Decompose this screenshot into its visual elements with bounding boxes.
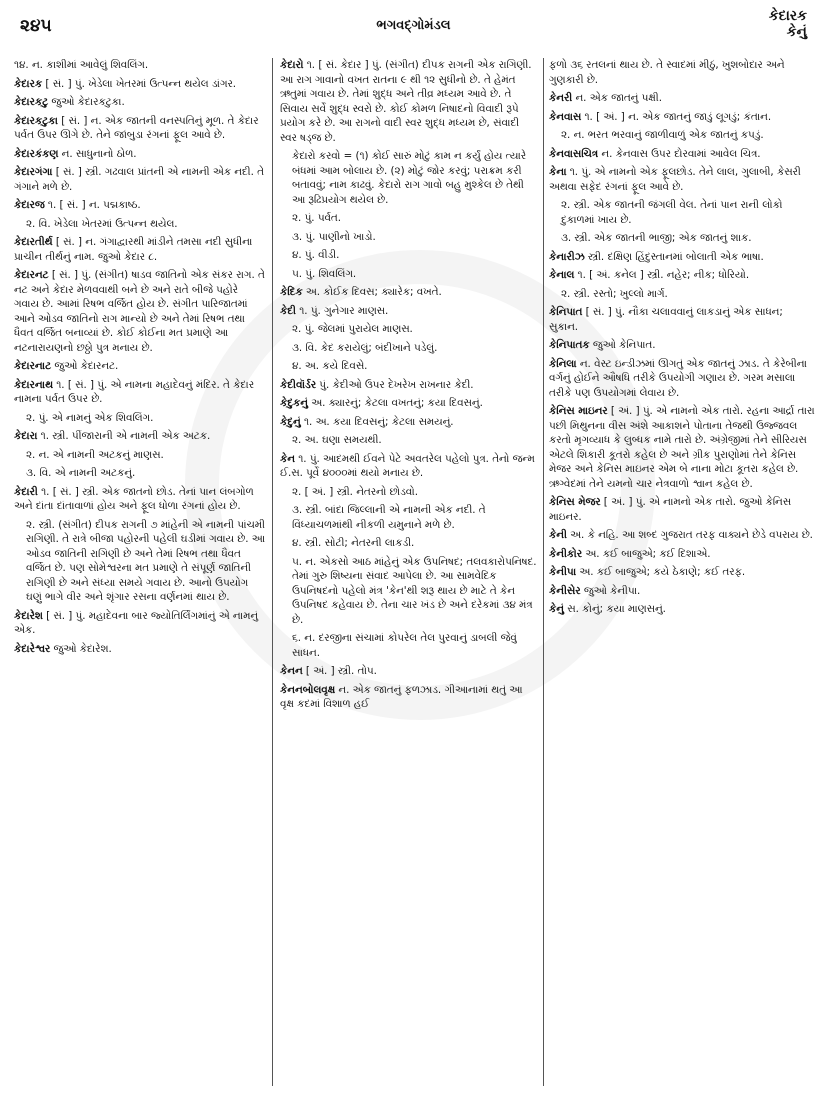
dictionary-column-2 [280, 58, 537, 1086]
entry-definition: ન. વેસ્ટ ઇન્ડીઝમાં ઊગતું એક જાતનું ઝાડ. તે કેરેબીના વર્ગનું હોઈને ઔષધિ તરીકે ઉપયોગી ગણાય છે. ગરમ મસાલા તરીકે પણ ઉપયોગમાં લેવાય છે. [549, 357, 807, 399]
entry-headword: કેદારકટુકા [14, 114, 58, 127]
dictionary-entry [280, 58, 537, 145]
dictionary-entry [549, 165, 815, 194]
dictionary-entry [14, 235, 266, 264]
entry-definition: અ. ક્યારનું; કેટલા વખતનું; કયા દિવસનું. [307, 397, 483, 409]
entry-definition: ૧. પું. ગુનેગાર માણસ. [295, 304, 389, 317]
entry-sense: ૫. ન. એકસો આઠ માંહેનું એક ઉપનિષદ; તલવકારોપનિષદ. તેમાં ગુરુ શિષ્યના સંવાદ આપેલા છે. આ સામવેદિક ઉપનિષદનો પહેલો મંત્ર 'કેન'થી શરૂ થાય છે માટે તે કેન ઉપનિષદ કહેવાય છે. તેના ચાર ખંડ છે અને દરેકમાં ૩૪ મંત્ર છે. [292, 555, 537, 626]
entry-sense: ૩. સ્ત્રી. એક જાતની ભાજી; એક જાતનું શાક. [561, 232, 752, 244]
dictionary-entry [549, 584, 815, 599]
book-title: ભગવદ્ગોમંડલ [376, 18, 451, 33]
page-header [20, 8, 807, 42]
entry-sense: ૩. વિ. કેદ કરાયેલું; બંદીખાને પડેલું. [292, 341, 438, 354]
dictionary-entry [549, 110, 815, 125]
entry-sense: ૨. સ્ત્રી. રસ્તો; ખુલ્લો માર્ગ. [561, 287, 668, 300]
entry-headword: કેદારનટ [14, 269, 49, 281]
entry-continuation: ફળો ૩૬ રતલનાં થાય છે. તે સ્વાદમાં મીઠું, ખુશબોદાર અને ગુણકારી છે. [549, 59, 785, 86]
entry-definition: જુઓ કેદારેશ. [50, 642, 112, 655]
column-divider [272, 58, 273, 1086]
entry-sense: ૨. ન. એ નામની અટકનું માણસ. [26, 448, 164, 461]
entry-definition: જુઓ કેદારનટ. [51, 360, 119, 372]
entry-headword: કેનું [549, 603, 564, 615]
page-number: ૨૪૫ [20, 16, 52, 36]
entry-headword: કેદારી [14, 485, 38, 498]
entry-headword: કેનરી [549, 92, 573, 104]
entry-headword: કેદારજ [14, 199, 45, 211]
entry-headword: કેદુનું [280, 415, 301, 428]
entry-definition: ન. કેનવાસ ઉપર દોરવામાં આવેલ ચિત્ર. [598, 147, 761, 160]
entry-definition: ૧. [ સં. કેદાર ] પું. (સંગીત) દીપક રાગની એક રાગિણી. આ રાગ ગાવાનો વખત રાતના ૯ થી ૧૨ સુધીનો છે. તે હેમંત ઋતુમાં ગવાય છે. તેમાં શુદ્ધ અને તીવ્ર મધ્યમ આવે છે. તે સિવાય સર્વે શુદ્ધ સ્વરો છે. કોઈ કોમળ નિષાદનો વિવાદી રૂપે પ્રયોગ કરે છે. આ રાગનો વાદી સ્વર શુદ્ધ મધ્યમ છે, સંવાદી સ્વર ષડ્જ છે. [280, 59, 532, 144]
dictionary-entry [549, 528, 815, 543]
entry-definition: અ. કઈ બાજુએ; કયે ઠેકાણે; કઈ તરફ. [576, 566, 746, 578]
entry-sense: ૬. ન. દરજીના સંચામાં કોપરેલ તેલ પુરવાનું ડાબલી જેવું સાધન. [292, 632, 517, 659]
entry-definition: ૧. [ સં. ] ન. પદ્મકાષ્ઠ. [44, 199, 141, 211]
dictionary-entry [549, 147, 815, 162]
entry-headword: કેનીસેર [549, 584, 581, 597]
dictionary-entry [549, 547, 815, 562]
dictionary-entry [549, 250, 815, 265]
entry-sense: ૪. સ્ત્રી. સોટી; નેતરની લાકડી. [292, 537, 415, 549]
dictionary-entry [280, 396, 537, 411]
dictionary-entry [14, 147, 266, 162]
entry-headword: કેનિસ મેજર [549, 496, 601, 508]
entry-definition: સ્ત્રી. દક્ષિણ હિંદુસ્તાનમાં બોલાતી એક ભાષા. [584, 250, 764, 263]
dictionary-entry [280, 452, 537, 481]
dictionary-entry [14, 429, 266, 444]
dictionary-entry [280, 285, 537, 300]
dictionary-entry [280, 664, 537, 679]
entry-headword: કેનિલા [549, 357, 577, 370]
dictionary-entry [14, 485, 266, 514]
entry-headword: કેદારનાથ [14, 378, 53, 391]
entry-definition: ૧. સ્ત્રી. પીંજારાની એ નામની એક અટક. [37, 430, 211, 442]
dictionary-entry [549, 495, 815, 524]
entry-sense: કેદારો કરવો = (૧) કોઈ સારું મોટું કામ ન કર્યું હોય ત્યારે બંધમાં આમ બોલાય છે. (૨) મોટું જોર કરવું; પરાક્રમ કરી બતાવવું; નામ કાઢવું. કેદારો રાગ ગાવો બહુ મુશ્કેલ છે તેથી આ રૂઢિપ્રયોગ થયેલ છે. [292, 150, 527, 206]
entry-definition: સ. કોનું; કયા માણસનું. [563, 603, 666, 615]
entry-headword: કેદારનાટ [14, 360, 52, 372]
dictionary-entry [14, 609, 266, 638]
dictionary-entry [14, 165, 266, 194]
entry-definition: [ સં. ] પું. ખેડેલા ખેતરમાં ઉત્પન્ન થયેલ ડાંગર. [42, 77, 237, 90]
entry-headword: કેદારેશ્વર [14, 642, 51, 655]
entry-headword: કેદુકનું [280, 397, 308, 409]
entry-sense: ૪. અ. કયે દિવસે. [292, 360, 368, 372]
entry-definition: ન. સાધુનાનો ઠોળ. [58, 147, 137, 160]
entry-continuation: ૧૪. ન. કાશીમાં આવેલું શિવલિંગ. [14, 59, 149, 71]
entry-definition: પું. કેદીઓ ઉપર દેખરેખ રાખનાર કેદી. [316, 378, 474, 391]
entry-headword: કેદારક [14, 77, 43, 90]
entry-headword: કેદારગંગા [14, 166, 53, 178]
entry-definition: જુઓ કેનિપાત. [589, 339, 656, 351]
entry-headword: કેનીપા [549, 566, 577, 578]
entry-definition: ૧. [ અં. ] ન. એક જાતનું જાડું લૂગડું; કંતાન. [581, 110, 772, 123]
entry-headword: કેનારીઝ [549, 250, 585, 263]
entry-sense: ૩. સ્ત્રી. બાંદા જિલ્લાની એ નામની એક નદી. તે વિંધ્યાચળમાંથી નીકળી યમુનાને મળે છે. [292, 504, 486, 531]
entry-definition: જુઓ કેનીપા. [580, 584, 641, 597]
entry-sense: ૨. પું. પર્વત. [292, 212, 342, 224]
entry-definition: અ. કે નહિ. આ શબ્દ ગુજરાત તરફ વાક્યને છેડે વપરાય છે. [566, 529, 813, 541]
entry-headword: કેદારા [14, 430, 38, 442]
entry-definition: ૧. અ. કયા દિવસનું; કેટલા સમયનું. [300, 415, 454, 428]
dictionary-entry [14, 198, 266, 213]
dictionary-entry [14, 359, 266, 374]
entry-sense: ૨. સ્ત્રી. એક જાતની જંગલી વેલ. તેનાં પાન રાની લોકો દુકાળમાં ખાય છે. [561, 199, 783, 226]
entry-definition: ૧. પું. આદમથી ઈવને પેટે અવતરેલ પહેલો પુત્ર. તેનો જન્મ ઈ.સ. પૂર્વે ૪૦૦૦માં થયો મનાય છે. [280, 452, 535, 479]
entry-sense: ૨. ન. ભરત ભરવાનું જાળીવાળું એક જાતનું કપડું. [561, 129, 764, 141]
entry-definition: ૧. [ સં. ] સ્ત્રી. એક જાતનો છોડ. તેનાં પાન લંબગોળ અને દાંતા દાંતાવાળાં હોય અને ફૂલ ધોળા રંગનાં હોય છે. [14, 485, 254, 512]
entry-definition: ન. એક જાતનું પક્ષી. [572, 92, 662, 104]
guide-words [769, 8, 807, 40]
dictionary-entry [549, 305, 815, 334]
dictionary-entry [14, 268, 266, 355]
entry-definition: અ. કોઈક દિવસ; ક્યારેક; વખતે. [302, 286, 442, 298]
entry-definition: [ સં. ] પું. (સંગીત) ષાડવ જાતિનો એક સંકર રાગ. તે નટ અને કેદાર મેળવવાથી બને છે અને રાતે બીજે પહોરે ગવાય છે. આમાં રિષભ વર્જિત હોય છે. સંગીત પારિજાતમાં આને ઓડવ જાતિનો રાગ માન્યો છે અને તેમાં રિષભ તથા ધૈવત વર્જિત બનાવ્યાં છે. કોઈ કોઈના મત પ્રમાણે આ નટનારાયણનો છઠ્ઠો પુત્ર મનાય છે. [14, 269, 265, 354]
entry-sense: ૩. પું. પાણીનો ખાડો. [292, 230, 376, 243]
column-divider [543, 58, 544, 1086]
dictionary-entry [280, 304, 537, 319]
entry-headword: કેનનબોલવૃક્ષ [280, 683, 336, 696]
entry-sense: ૨. અ. ઘણા સમયથી. [292, 434, 382, 446]
entry-headword: કેદી [280, 304, 296, 317]
entry-headword: કેદારકંકણ [14, 147, 59, 160]
dictionary-entry [14, 114, 266, 143]
dictionary-entry [14, 77, 266, 92]
entry-headword: કેનીકોર [549, 547, 583, 560]
dictionary-entry [549, 404, 815, 491]
dictionary-entry [14, 378, 266, 407]
dictionary-entry [14, 642, 266, 657]
entry-sense: ૪. પું. વીડી. [292, 249, 340, 261]
entry-definition: અ. કઈ બાજુએ; કઈ દિશાએ. [582, 547, 711, 560]
dictionary-entry [549, 565, 815, 580]
entry-sense: ૨. વિ. ખેડેલા ખેતરમાં ઉત્પન્ન થયેલ. [26, 217, 178, 230]
entry-headword: કેનિપાતક [549, 339, 590, 351]
entry-sense: ૨. [ અં. ] સ્ત્રી. નેતરનો છોડવો. [292, 485, 419, 498]
entry-headword: કેદારકટુ [14, 96, 49, 108]
entry-definition: [ સં. ] પું. નૌકા ચલાવવાનું લાકડાનું એક સાધન; સુકાન. [549, 306, 783, 333]
entry-definition: [ સં. ] પું. મહાદેવના બાર જ્યોતિર્લિંગમાંનું એ નામનું એક. [14, 609, 259, 636]
entry-sense: ૩. વિ. એ નામની અટકનું. [26, 467, 136, 479]
entry-headword: કેદીવૉર્ડર [280, 378, 317, 391]
entry-definition: [ અં. ] પું. એ નામનો એક તારો. રહના આર્દ્રા તારા પછી મિથુનના વીસ અંશે આકાશને પોતાના તેજથી ઉજ્જવલ કરતો મૃગવ્યાધ કે લુબ્ધક નામે તારો છે. અંગ્રેજીમાં તેને સીરિયસ એટલે શિકારી કૂતરો કહેલ છે અને ગ્રીક પુરાણોમાં તેને કેનિસ મેજર અને કેનિસ માઇનર એમ બે નાના મોટા કૂતરા કહેલ છે. ઋગ્વેદમાં તેને યમનો ચાર નેત્રવાળો શ્વાન કહેલ છે. [549, 405, 815, 490]
entry-definition: ૧. પું. એ નામનો એક ફૂલછોડ. તેને લાલ, ગુલાબી, કેસરી અથવા સફેદ રંગનાં ફૂલ આવે છે. [549, 166, 801, 193]
entry-headword: કેદિક [280, 286, 303, 298]
entry-definition: [ અં. ] સ્ત્રી. તોપ. [302, 665, 377, 677]
dictionary-entry [549, 357, 815, 401]
entry-definition: [ સં. ] સ્ત્રી. ગઢવાલ પ્રાંતની એ નામની એક નદી. તે ગંગાને મળે છે. [14, 166, 265, 193]
entry-headword: કેનિસ માઇનર [549, 405, 608, 417]
entry-definition: ૧. [ સં. ] પું. એ નામના મહાદેવનું મંદિર. તે કેદાર નામના પર્વત ઉપર છે. [14, 378, 255, 405]
dictionary-entry [280, 683, 537, 712]
entry-definition: ન. એક જાતનું ફળઝાડ. ગીઆનામાં થતું આ વૃક્ષ કદમાં વિશાળ હઈ [280, 683, 523, 710]
dictionary-column-1 [14, 58, 266, 1086]
entry-definition: ૧. [ અં. કનેલ ] સ્ત્રી. નહેર; નીક; ધોરિયો. [574, 269, 750, 281]
dictionary-entry [280, 415, 537, 430]
dictionary-entry [549, 91, 815, 106]
entry-headword: કેનવાસ [549, 110, 582, 123]
entry-headword: કેદારો [280, 59, 304, 71]
entry-sense: ૨. સ્ત્રી. (સંગીત) દીપક રાગની ૭ માંહેની એ નામની પાંચમી રાગિણી. તે રાત્રે બીજા પહોરની પહેલી ઘડીમાં ગવાય છે. આ ઓડવ જાતિની રાગિણી છે અને તેમાં રિષભ તથા ધૈવત વર્જિત છે. પણ સોમેશ્વરના મત પ્રમાણે તે સંપૂર્ણ જાતિની રાગિણી છે અને સંધ્યા સમયે ગવાય છે. આનો ઉપયોગ ઘણું ભાગે વીર અને શૃંગાર રસના વર્ણનમાં થાય છે. [26, 518, 265, 603]
dictionary-entry [14, 95, 266, 110]
entry-sense: ૨. પું. જેલમાં પુરાયેલ માણસ. [292, 323, 413, 335]
guide-word-last: કેનું [786, 24, 807, 40]
entry-headword: કેના [549, 166, 567, 178]
entry-sense: ૫. પું. શિવલિંગ. [292, 267, 357, 280]
entry-definition: જુઓ કેદારકટુકા. [48, 96, 125, 108]
entry-headword: કેનવાસચિત્ર [549, 147, 599, 160]
dictionary-entry [280, 378, 537, 393]
entry-sense: ૨. પું. એ નામનું એક શિવલિંગ. [26, 411, 154, 424]
entry-headword: કેની [549, 529, 567, 541]
dictionary-entry [549, 602, 815, 617]
entry-headword: કેદારેશ [14, 609, 43, 622]
dictionary-column-3 [549, 58, 815, 1086]
entry-definition: [ અં. ] પું. એ નામનો એક તારો. જુઓ કેનિસ માઇનર. [549, 496, 792, 523]
entry-headword: કેદારતીર્થ [14, 236, 53, 248]
dictionary-entry [549, 338, 815, 353]
entry-headword: કેનાલ [549, 269, 575, 281]
guide-word-first: કેદારક [768, 8, 807, 24]
entry-headword: કેન [280, 452, 295, 465]
entry-definition: [ સં. ] ન. એક જાતની વનસ્પતિનું મૂળ. તે કેદાર પર્વત ઉપર ઊગે છે. તેને જાંબુડા રંગનાં ફૂલ આવે છે. [14, 114, 259, 141]
entry-headword: કેનન [280, 665, 303, 677]
dictionary-entry [549, 268, 815, 283]
entry-definition: [ સં. ] ન. ગંગાદ્વારથી માંડીને તમસા નદી સુધીના પ્રાચીન તીર્થનું નામ. જુઓ કેદાર ૮. [14, 236, 253, 263]
entry-headword: કેનિપાત [549, 306, 583, 318]
